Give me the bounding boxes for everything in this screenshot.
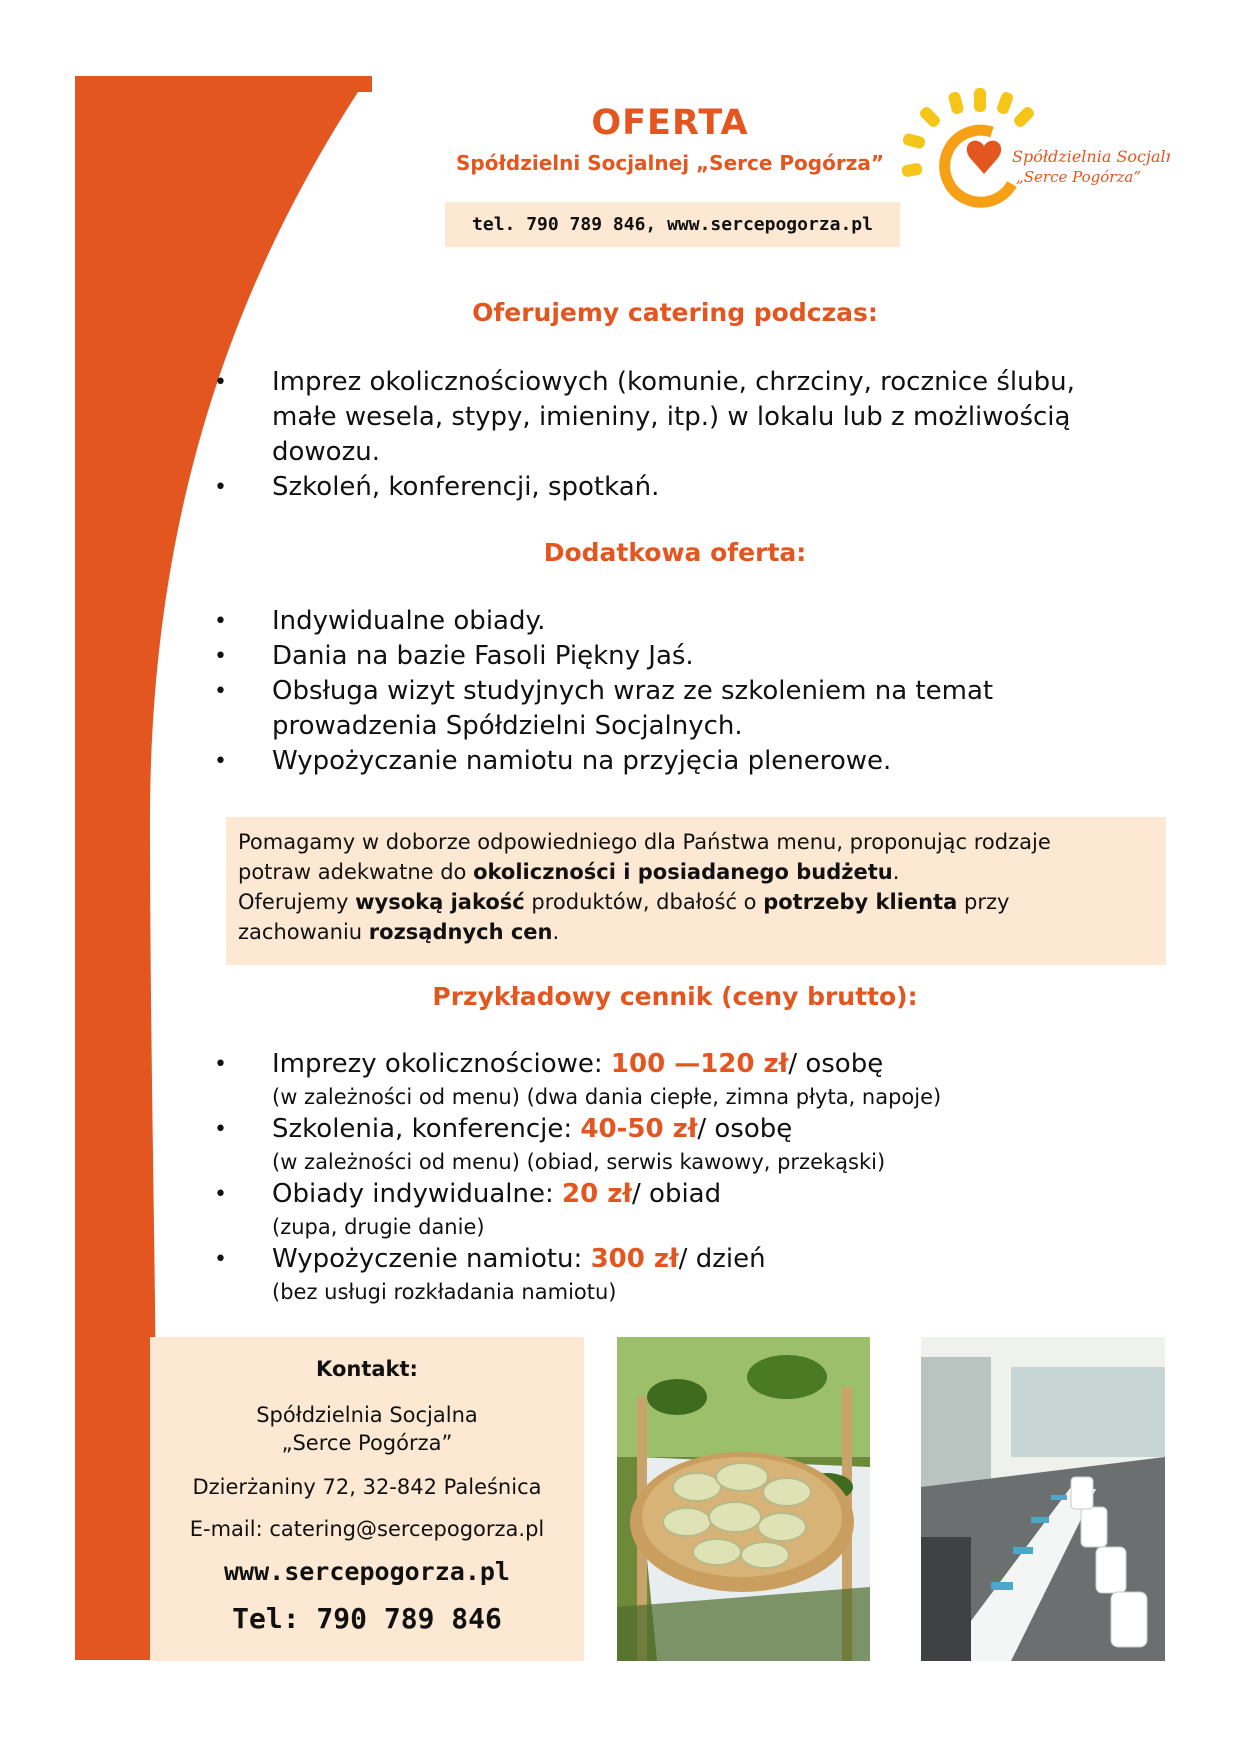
photo-banquet-hall bbox=[921, 1337, 1165, 1661]
list-item: • Obsługa wizyt studyjnych wraz ze szkoleniem na temat prowadzenia Spółdzielni Socjalnych. bbox=[214, 676, 994, 741]
contact-org-line1: Spółdzielnia Socjalna bbox=[256, 1403, 478, 1427]
bullet-icon: • bbox=[214, 370, 227, 395]
list-item: • Indywidualne obiady. bbox=[214, 604, 993, 639]
price-detail: (w zależności od menu) (dwa dania ciepłe, zimna płyta, napoje) bbox=[272, 1085, 942, 1109]
list-item: • Dania na bazie Fasoli Piękny Jaś. bbox=[214, 639, 993, 674]
pricing-list bbox=[214, 1047, 941, 1307]
price-item: • Imprezy okolicznościowe: 100 —120 zł/ osobę (w zależności od menu) (dwa dania ciepłe, zimna płyta, napoje) bbox=[214, 1047, 941, 1112]
section-heading-extra-offer: Dodatkowa oferta: bbox=[543, 538, 807, 567]
price-detail: (zupa, drugie danie) bbox=[272, 1215, 485, 1239]
bullet-icon: • bbox=[214, 1052, 227, 1077]
contact-org-line2: „Serce Pogórza” bbox=[281, 1431, 453, 1455]
price-value: 100 —120 zł bbox=[610, 1049, 789, 1079]
bullet-icon: • bbox=[214, 679, 227, 704]
bullet-icon: • bbox=[214, 749, 227, 774]
bullet-icon: • bbox=[214, 644, 227, 669]
price-item: • Obiady indywidualne: 20 zł/ obiad (zupa, drugie danie) bbox=[214, 1177, 941, 1242]
logo-text-line1: Spółdzielnia Socjalna bbox=[1012, 147, 1170, 166]
bullet-icon: • bbox=[214, 1247, 227, 1272]
section-heading-catering: Oferujemy catering podczas: bbox=[472, 298, 878, 327]
price-item: • Szkolenia, konferencje: 40-50 zł/ osobę (w zależności od menu) (obiad, serwis kawowy, przekąski) bbox=[214, 1112, 941, 1177]
header-contact-bar: tel. 790 789 846, www.sercepogorza.pl bbox=[445, 202, 900, 247]
dumplings-image bbox=[617, 1337, 870, 1661]
catering-list bbox=[214, 365, 1075, 505]
page-title: OFERTA bbox=[591, 103, 749, 143]
price-value: 20 zł bbox=[562, 1179, 633, 1209]
info-note-box: Pomagamy w doborze odpowiedniego dla Państwa menu, proponując rodzaje potraw adekwatne do okoliczności i posiadanego budżetu. Oferujemy wysoką jakość produktów, dbałość o potrzeby klienta przy zachowaniu rozsądnych cen. bbox=[226, 817, 1166, 965]
section-heading-pricing: Przykładowy cennik (ceny brutto): bbox=[432, 982, 918, 1011]
contact-title: Kontakt: bbox=[316, 1357, 418, 1381]
contact-address: Dzierżaniny 72, 32-842 Paleśnica bbox=[192, 1475, 542, 1499]
price-value: 40-50 zł bbox=[580, 1114, 698, 1144]
logo bbox=[900, 88, 1170, 213]
list-item: • Wypożyczanie namiotu na przyjęcia plenerowe. bbox=[214, 744, 993, 779]
photo-dumplings bbox=[617, 1337, 870, 1661]
extra-offer-list bbox=[214, 604, 993, 779]
list-item: • Szkoleń, konferencji, spotkań. bbox=[214, 470, 1075, 505]
sun-heart-logo-icon bbox=[900, 88, 1170, 213]
bullet-icon: • bbox=[214, 609, 227, 634]
price-value: 300 zł bbox=[590, 1244, 679, 1274]
bullet-icon: • bbox=[214, 1117, 227, 1142]
bullet-icon: • bbox=[214, 475, 227, 500]
price-detail: (bez usługi rozkładania namiotu) bbox=[272, 1280, 617, 1304]
price-item: • Wypożyczenie namiotu: 300 zł/ dzień (bez usługi rozkładania namiotu) bbox=[214, 1242, 941, 1307]
banquet-hall-image bbox=[921, 1337, 1165, 1661]
list-item: • Imprez okolicznościowych (komunie, chrzciny, rocznice ślubu, małe wesela, stypy, imieniny, itp.) w lokalu lub z możliwością dowozu. bbox=[214, 367, 1075, 467]
contact-box bbox=[150, 1337, 584, 1661]
bullet-icon: • bbox=[214, 1182, 227, 1207]
price-detail: (w zależności od menu) (obiad, serwis kawowy, przekąski) bbox=[272, 1150, 886, 1174]
contact-website[interactable]: www.sercepogorza.pl bbox=[224, 1557, 510, 1586]
page-subtitle: Spółdzielni Socjalnej „Serce Pogórza” bbox=[456, 151, 884, 175]
contact-phone[interactable]: Tel: 790 789 846 bbox=[232, 1602, 502, 1635]
contact-email[interactable]: E-mail: catering@sercepogorza.pl bbox=[189, 1517, 545, 1541]
logo-text-line2: „Serce Pogórza” bbox=[1016, 168, 1141, 186]
